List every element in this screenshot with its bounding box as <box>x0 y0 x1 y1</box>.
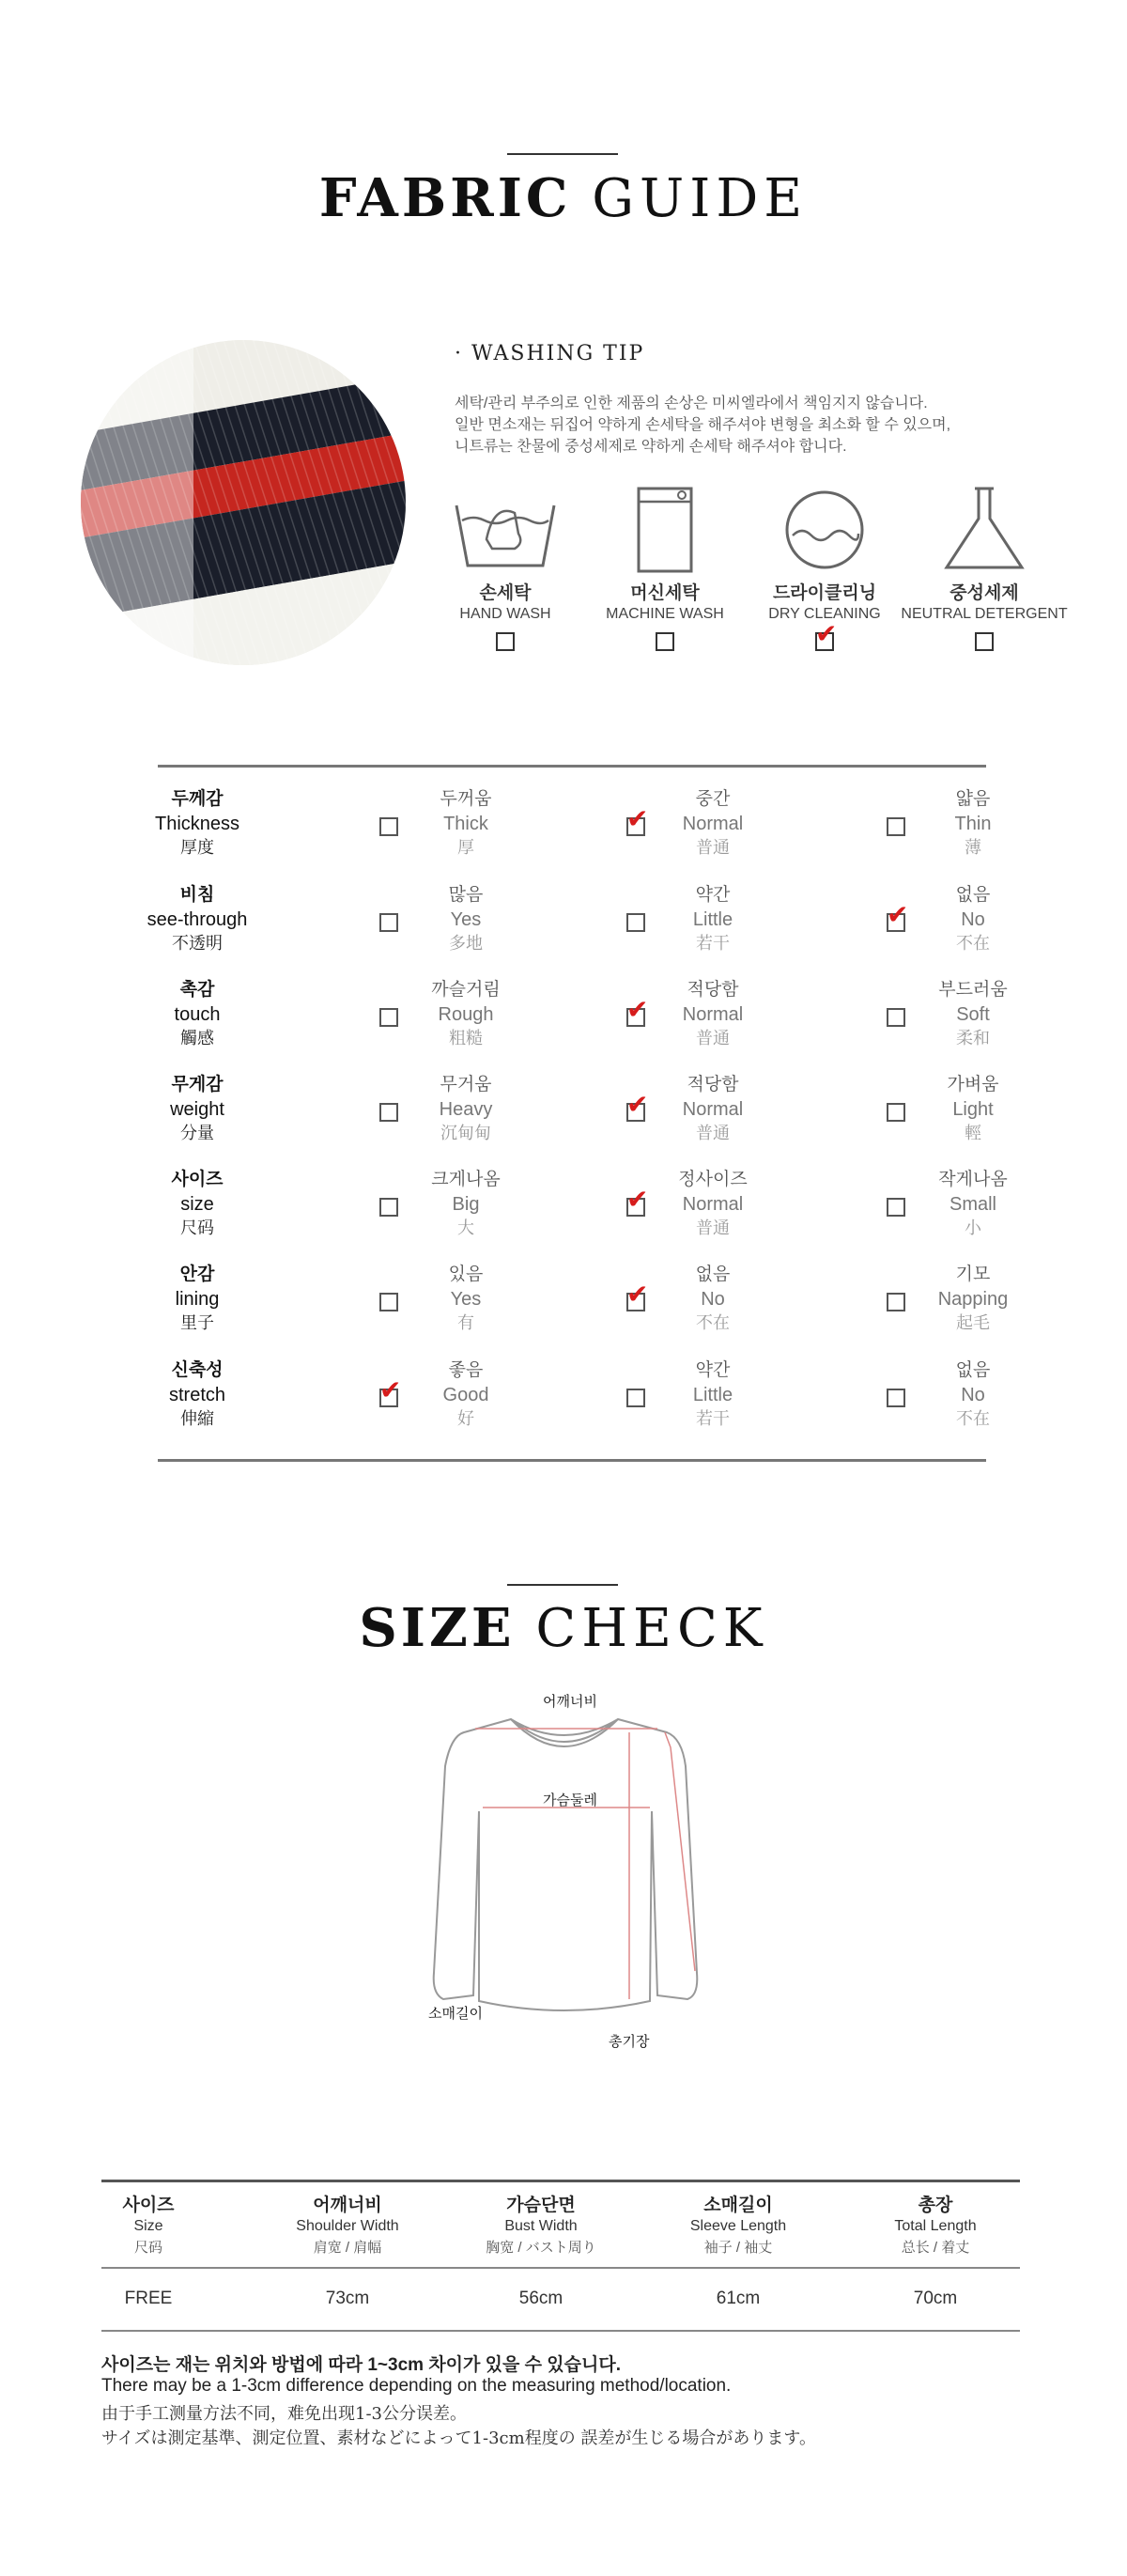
property-option[interactable] <box>887 787 1093 862</box>
option-label: 정사이즈 Normal 普通 <box>678 1170 748 1238</box>
property-label: 무게감 weight 分量 <box>170 1075 224 1143</box>
check-mark-icon: ✔ <box>626 1089 649 1120</box>
diagram-label-shoulder: 어깨너비 <box>543 1694 597 1710</box>
note-japanese: サイズは測定基準、測定位置、素材などによって1-3cm程度の 誤差が生じる場合があります。 <box>101 2429 816 2448</box>
dry-cleaning-checkbox[interactable] <box>815 618 838 651</box>
property-option[interactable] <box>626 1263 833 1338</box>
option-label: 많음 Yes 多地 <box>448 885 484 954</box>
size-table-rule-bottom <box>101 2330 1020 2332</box>
fabric-guide-title: FABRIC GUIDE <box>318 167 809 229</box>
option-checkbox[interactable] <box>887 1008 905 1027</box>
property-row-lining <box>131 1263 1014 1347</box>
title-rule-top <box>507 153 618 155</box>
property-row-weight <box>131 1073 1014 1157</box>
option-label: 없음 No 不在 <box>955 1360 991 1429</box>
property-row-see-through <box>131 883 1014 968</box>
property-option[interactable] <box>626 1073 833 1148</box>
option-checkbox[interactable] <box>379 1293 398 1311</box>
option-label: 기모 Napping 起毛 <box>937 1265 1009 1333</box>
property-option[interactable] <box>379 787 586 862</box>
hand-wash-checkbox[interactable] <box>496 632 515 651</box>
option-label: 크게나옴 Big 大 <box>431 1170 501 1238</box>
property-option[interactable] <box>887 1168 1093 1243</box>
note-english: There may be a 1-3cm difference depending on the measuring method/location. <box>101 2376 732 2396</box>
note-korean: 사이즈는 재는 위치와 방법에 따라 1~3cm 차이가 있을 수 있습니다. <box>101 2355 621 2375</box>
property-option[interactable] <box>379 1358 586 1434</box>
size-value-size: FREE <box>124 2289 173 2308</box>
option-checkbox[interactable] <box>626 913 645 932</box>
option-checkbox[interactable] <box>626 1389 645 1407</box>
option-label: 없음 No 不在 <box>695 1265 731 1333</box>
size-col-bust: 가슴단면 Bust Width 胸宽 / バスト周り <box>486 2196 596 2256</box>
washing-tip-text: 세탁/관리 부주의로 인한 제품의 손상은 미씨엘라에서 책임지지 않습니다. 일반 면소재는 뒤집어 약하게 손세탁을 해주셔야 변형을 최소화 할 수 있으며, 니트류는 찬물에 중성세제로 약하게 손세탁 해주셔야 합니다. <box>455 396 951 455</box>
property-row-stretch <box>131 1358 1014 1443</box>
option-checkbox[interactable] <box>626 994 649 1027</box>
property-row-touch <box>131 978 1014 1063</box>
washing-tip-heading: · WASHING TIP <box>455 342 645 365</box>
property-label: 안감 lining 里子 <box>175 1265 220 1333</box>
property-row-thickness <box>131 787 1014 872</box>
check-mark-icon: ✔ <box>626 1184 649 1215</box>
property-label: 두께감 Thickness 厚度 <box>154 789 240 858</box>
check-mark-icon: ✔ <box>379 1374 402 1405</box>
size-title-rule <box>507 1584 618 1586</box>
property-option[interactable] <box>379 1073 586 1148</box>
option-label: 부드러움 Soft 柔和 <box>938 980 1008 1048</box>
option-checkbox[interactable] <box>379 817 398 836</box>
property-option[interactable] <box>379 883 586 958</box>
property-option[interactable] <box>887 883 1093 958</box>
property-option[interactable] <box>887 978 1093 1053</box>
diagram-label-bust: 가슴둘레 <box>543 1792 597 1808</box>
grid-rule-bottom <box>158 1459 986 1462</box>
neutral-detergent-checkbox[interactable] <box>975 632 994 651</box>
option-checkbox[interactable] <box>626 803 649 836</box>
washing-machine-icon <box>609 487 721 573</box>
option-label: 작게나옴 Small 小 <box>938 1170 1008 1238</box>
property-option[interactable] <box>379 1168 586 1243</box>
size-col-size: 사이즈 Size 尺码 <box>122 2196 175 2256</box>
care-machine-wash: 머신세탁 MACHINE WASH <box>580 487 749 651</box>
machine-wash-checkbox[interactable] <box>656 632 674 651</box>
option-checkbox[interactable] <box>887 1293 905 1311</box>
property-option[interactable] <box>626 1168 833 1243</box>
check-mark-icon: ✔ <box>626 803 649 834</box>
option-label: 가벼움 Light 輕 <box>947 1075 999 1143</box>
option-checkbox[interactable] <box>626 1184 649 1217</box>
property-option[interactable] <box>626 883 833 958</box>
option-checkbox[interactable] <box>379 1103 398 1122</box>
care-hand-wash: 손세탁 HAND WASH <box>421 487 590 651</box>
property-option[interactable] <box>887 1358 1093 1434</box>
flask-icon <box>928 487 1041 573</box>
option-label: 적당함 Normal 普通 <box>682 980 744 1048</box>
property-row-size <box>131 1168 1014 1252</box>
option-checkbox[interactable] <box>887 817 905 836</box>
garment-diagram <box>413 1691 714 2048</box>
option-label: 없음 No 不在 <box>955 885 991 954</box>
property-option[interactable] <box>379 978 586 1053</box>
option-label: 약간 Little 若干 <box>692 1360 733 1429</box>
option-checkbox[interactable] <box>887 1103 905 1122</box>
option-label: 무거움 Heavy 沉甸甸 <box>439 1075 493 1143</box>
check-mark-icon: ✔ <box>887 899 909 930</box>
property-option[interactable] <box>887 1073 1093 1148</box>
size-col-shoulder: 어깨너비 Shoulder Width 肩宽 / 肩幅 <box>296 2196 399 2256</box>
option-checkbox[interactable] <box>379 1374 402 1407</box>
option-label: 적당함 Normal 普通 <box>682 1075 744 1143</box>
note-chinese: 由于手工测量方法不同，难免出现1-3公分误差。 <box>101 2404 467 2424</box>
size-table-rule-top <box>101 2180 1020 2182</box>
property-option[interactable] <box>887 1263 1093 1338</box>
option-checkbox[interactable] <box>626 1089 649 1122</box>
care-neutral-detergent: 중성세제 NEUTRAL DETERGENT <box>900 487 1069 651</box>
option-label: 있음 Yes 有 <box>448 1265 484 1333</box>
size-value-bust: 56cm <box>518 2289 564 2308</box>
property-option[interactable] <box>626 1358 833 1434</box>
grid-rule-top <box>158 765 986 768</box>
property-label: 촉감 touch 觸感 <box>174 980 221 1048</box>
size-check-title: SIZE CHECK <box>359 1597 768 1659</box>
check-mark-icon: ✔ <box>626 1279 649 1310</box>
fabric-swatch-image <box>81 340 406 665</box>
check-mark-icon: ✔ <box>815 618 838 649</box>
option-checkbox[interactable] <box>626 1279 649 1311</box>
option-checkbox[interactable] <box>379 1198 398 1217</box>
size-value-sleeve: 61cm <box>716 2289 761 2308</box>
property-option[interactable] <box>626 978 833 1053</box>
size-col-sleeve: 소매길이 Sleeve Length 袖子 / 袖丈 <box>689 2196 787 2256</box>
property-label: 사이즈 size 尺码 <box>171 1170 224 1238</box>
diagram-label-sleeve: 소매길이 <box>428 2006 483 2022</box>
check-mark-icon: ✔ <box>626 994 649 1025</box>
property-option[interactable] <box>626 787 833 862</box>
option-label: 중간 Normal 普通 <box>682 789 744 858</box>
option-label: 좋음 Good 好 <box>442 1360 489 1429</box>
hand-wash-icon <box>449 487 562 573</box>
size-value-shoulder: 73cm <box>325 2289 370 2308</box>
option-label: 약간 Little 若干 <box>692 885 733 954</box>
option-label: 두꺼움 Thick 厚 <box>440 789 492 858</box>
option-checkbox[interactable] <box>887 1198 905 1217</box>
option-checkbox[interactable] <box>379 913 398 932</box>
option-checkbox[interactable] <box>379 1008 398 1027</box>
option-checkbox[interactable] <box>887 899 909 932</box>
property-option[interactable] <box>379 1263 586 1338</box>
option-checkbox[interactable] <box>887 1389 905 1407</box>
dry-cleaning-icon <box>768 487 881 573</box>
diagram-label-total: 총기장 <box>609 2034 650 2050</box>
size-value-total: 70cm <box>913 2289 958 2308</box>
size-table-rule-mid <box>101 2267 1020 2269</box>
property-label: 비침 see-through 不透明 <box>147 885 248 954</box>
care-dry-cleaning: 드라이클리닝 DRY CLEANING ✔ <box>740 487 909 651</box>
size-col-total: 총장 Total Length 总长 / 着丈 <box>894 2196 977 2256</box>
property-label: 신축성 stretch 伸縮 <box>168 1360 226 1429</box>
option-label: 까슬거림 Rough 粗糙 <box>431 980 501 1048</box>
option-label: 얇음 Thin 薄 <box>954 789 992 858</box>
